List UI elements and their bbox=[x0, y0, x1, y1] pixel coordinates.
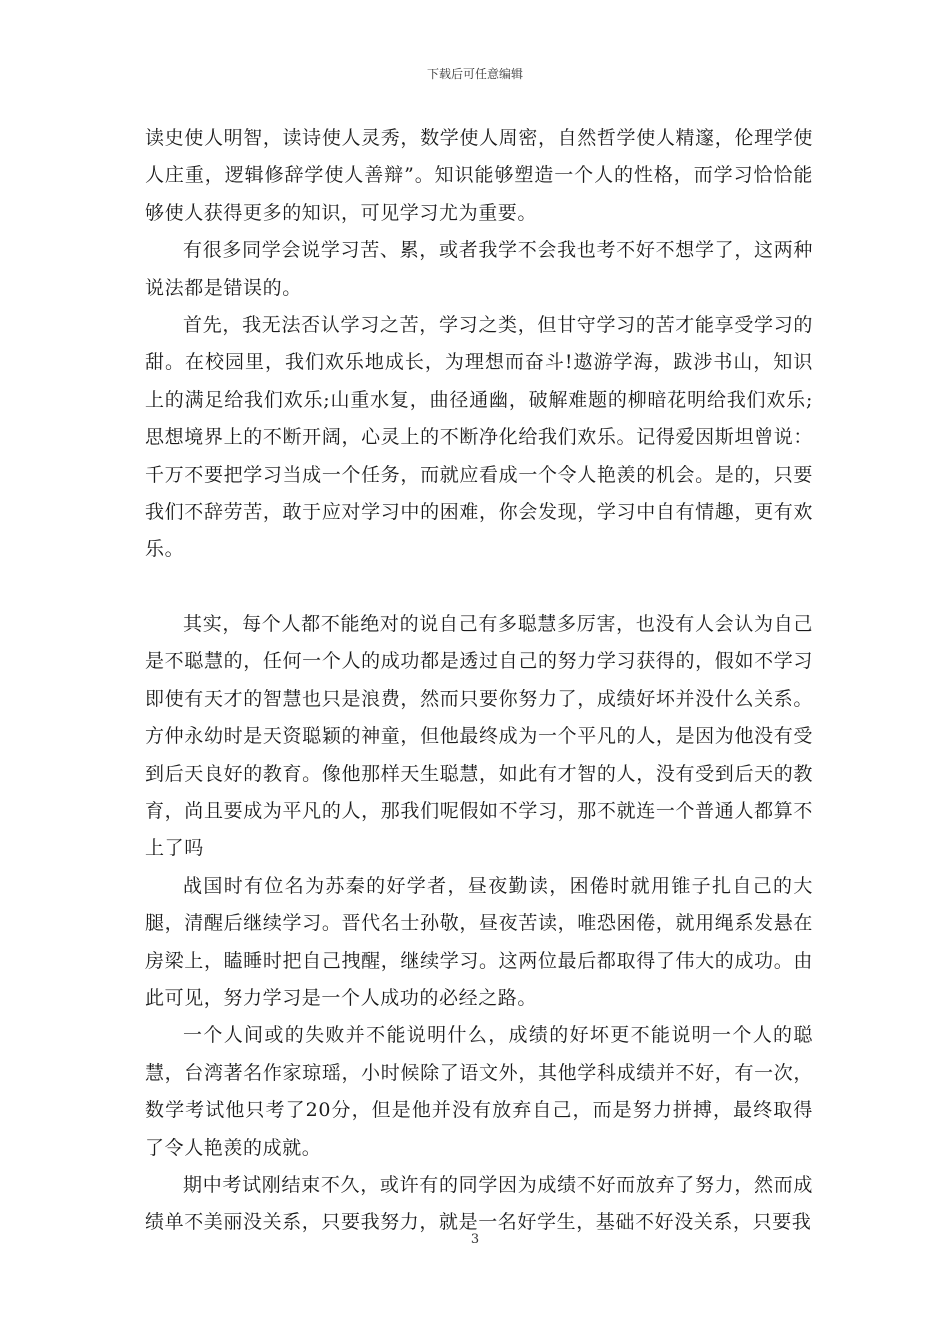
paragraph-7: 期中考试刚结束不久，或许有的同学因为成绩不好而放弃了努力，然而成绩单不美丽没关系，只要我努力，就是一名好学生，基础不好没关系，只要我 bbox=[145, 1173, 813, 1234]
document-body bbox=[145, 120, 813, 1242]
paragraph-1: 读史使人明智，读诗使人灵秀，数学使人周密，自然哲学使人精邃，伦理学使人庄重，逻辑修辞学使人善辩”。知识能够塑造一个人的性格，而学习恰恰能够使人获得更多的知识，可见学习尤为重要。 bbox=[145, 127, 813, 224]
paragraph-3: 首先，我无法否认学习之苦，学习之类，但甘守学习的苦才能享受学习的甜。在校园里，我们欢乐地成长，为理想而奋斗!遨游学海，跋涉书山，知识上的满足给我们欢乐;山重水复，曲径通幽，破解难题的柳暗花明给我们欢乐;思想境界上的不断开阔，心灵上的不断净化给我们欢乐。记得爱因斯坦曾说：千万不要把学习当成一个任务，而就应看成一个令人艳羡的机会。是的，只要我们不辞劳苦，敢于应对学习中的困难，你会发现，学习中自有情趣，更有欢乐。 bbox=[145, 314, 813, 561]
paragraph-6: 一个人间或的失败并不能说明什么，成绩的好坏更不能说明一个人的聪慧，台湾著名作家琼瑶，小时候除了语文外，其他学科成绩并不好，有一次，数学考试他只考了20分，但是他并没有放弃自己，而是努力拼搏，最终取得了令人艳羡的成就。 bbox=[145, 1024, 813, 1159]
page-number: 3 bbox=[470, 1232, 480, 1247]
paragraph-5: 战国时有位名为苏秦的好学者，昼夜勤读，困倦时就用锥子扎自己的大腿，清醒后继续学习。晋代名士孙敬，昼夜苦读，唯恐困倦，就用绳系发悬在房梁上，瞌睡时把自己拽醒，继续学习。这两位最后都取得了伟大的成功。由此可见，努力学习是一个人成功的必经之路。 bbox=[145, 874, 813, 1009]
page-header: 下载后可任意编辑 bbox=[426, 67, 523, 81]
paragraph-4: 其实，每个人都不能绝对的说自己有多聪慧多厉害，也没有人会认为自己是不聪慧的，任何一个人的成功都是透过自己的努力学习获得的，假如不学习即使有天才的智慧也只是浪费，然而只要你努力了，成绩好坏并没什么关系。方仲永幼时是天资聪颖的神童，但他最终成为一个平凡的人，是因为他没有受到后天良好的教育。像他那样天生聪慧，如此有才智的人，没有受到后天的教育，尚且要成为平凡的人，那我们呢假如不学习，那不就连一个普通人都算不上了吗 bbox=[145, 612, 813, 860]
paragraph-2: 有很多同学会说学习苦、累，或者我学不会我也考不好不想学了，这两种说法都是错误的。 bbox=[145, 239, 813, 299]
